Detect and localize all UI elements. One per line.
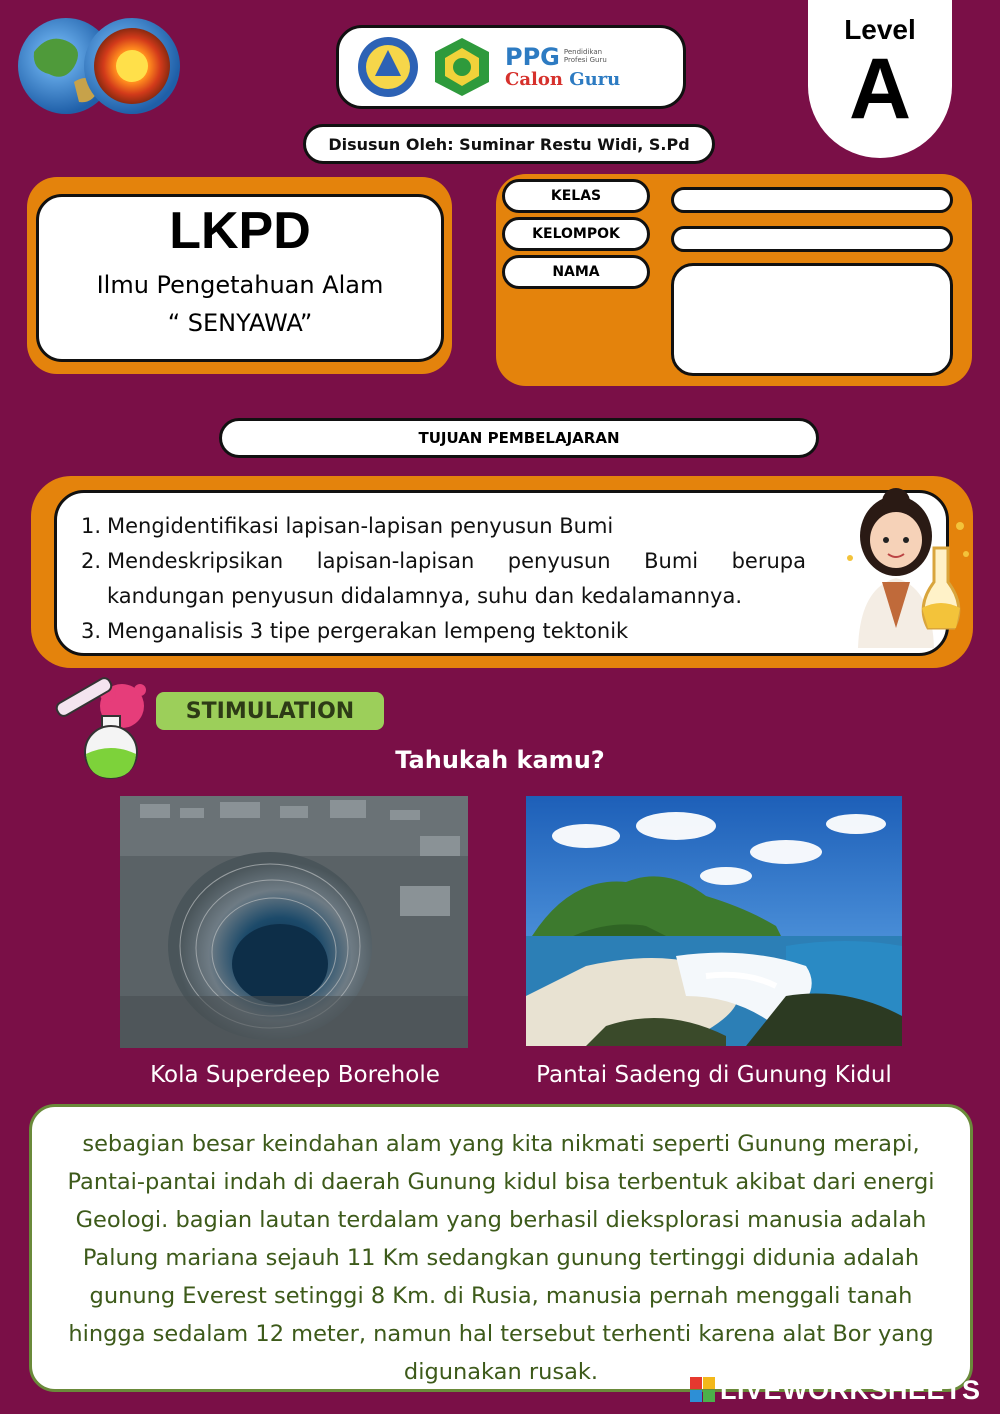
level-badge <box>808 0 952 158</box>
ppg-logo-guru: Guru <box>569 69 621 90</box>
kelompok-field[interactable] <box>671 226 953 252</box>
level-value: A <box>848 41 912 137</box>
goal-number: 2. <box>81 549 102 573</box>
goal-item <box>81 544 806 614</box>
sadeng-beach-photo <box>526 796 902 1046</box>
goal-item <box>81 509 806 544</box>
goal-text: Mendeskripsikan lapisan-lapisan penyusun Bumi berupa kandungan penyusun didalamnya, suhu dan kedalamannya. <box>107 549 806 608</box>
kelompok-label: KELOMPOK <box>502 217 650 251</box>
level-label: Level <box>844 14 916 45</box>
goal-text: Mengidentifikasi lapisan-lapisan penyusun Bumi <box>107 514 614 538</box>
ppg-logo-main: PPG <box>505 43 560 71</box>
kelas-field[interactable] <box>671 187 953 213</box>
liveworksheets-logo-icon <box>690 1377 716 1403</box>
goal-text: Menganalisis 3 tipe pergerakan lempeng tektonik <box>107 619 629 643</box>
stimulation-text-card <box>29 1104 973 1392</box>
goals-heading: TUJUAN PEMBELAJARAN <box>219 418 819 458</box>
question-heading: Tahukah kamu? <box>395 746 605 774</box>
liveworksheets-watermark <box>690 1374 990 1406</box>
lkpd-card <box>36 194 444 362</box>
earth-layers-illustration <box>14 12 190 118</box>
logo-banner <box>336 25 686 109</box>
goals-list <box>81 509 806 649</box>
caption-kola: Kola Superdeep Borehole <box>150 1062 440 1088</box>
stimulation-paragraph: sebagian besar keindahan alam yang kita nikmati seperti Gunung merapi, Pantai-pantai indah di daerah Gunung kidul bisa terbentuk akibat dari energi Geologi. bagian lautan terdalam yang berhasil dieksplorasi manusia adalah Palung mariana sejauh 11 Km sedangkan gunung tertinggi didunia adalah gunung Everest setinggi 8 Km. di Rusia, manusia pernah menggali tanah hingga sedalam 12 meter, namun hal tersebut terhenti karena alat Bor yang digunakan rusak. <box>67 1131 935 1385</box>
ppg-logo-calon: Calon <box>505 69 563 90</box>
nama-field[interactable] <box>671 263 953 376</box>
nama-label: NAMA <box>502 255 650 289</box>
goal-number: 1. <box>81 514 102 538</box>
goals-card <box>54 490 949 656</box>
author-label: Disusun Oleh: Suminar Restu Widi, S.Pd <box>303 124 715 164</box>
ppg-logo-desc: Pendidikan Profesi Guru <box>563 48 607 64</box>
kelas-label: KELAS <box>502 179 650 213</box>
lkpd-subject: Ilmu Pengetahuan Alam <box>96 271 384 299</box>
tut-wuri-handayani-logo <box>357 36 419 98</box>
scientist-girl-illustration <box>836 478 976 658</box>
caption-sadeng: Pantai Sadeng di Gunung Kidul <box>536 1062 892 1088</box>
lkpd-title: LKPD <box>169 202 311 260</box>
kola-borehole-photo <box>120 796 468 1048</box>
goal-number: 3. <box>81 619 102 643</box>
watermark-text: LIVEWORKSHEETS <box>720 1374 981 1405</box>
stimulation-label: STIMULATION <box>156 692 384 730</box>
lkpd-topic: “ SENYAWA” <box>167 309 313 337</box>
ppg-logo <box>505 45 620 89</box>
goal-item <box>81 614 806 649</box>
university-logo <box>431 36 493 98</box>
